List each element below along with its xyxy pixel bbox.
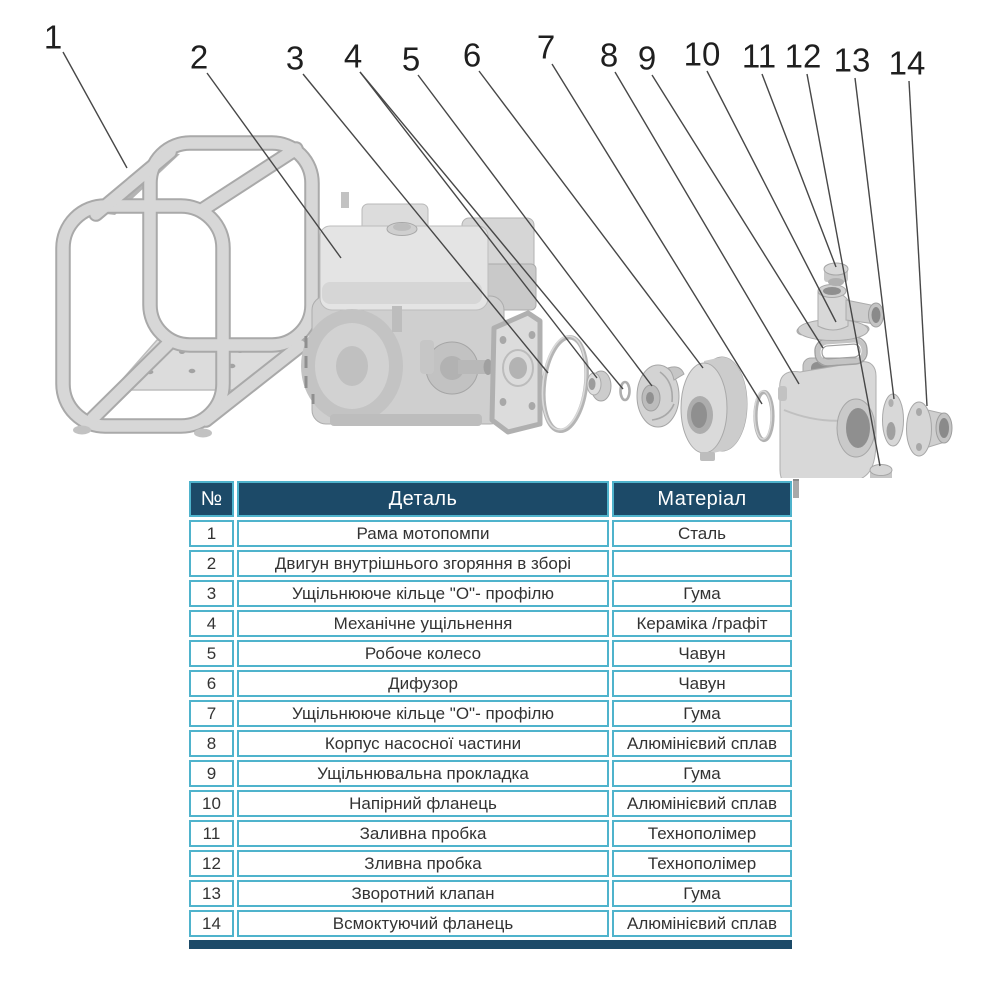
table-row <box>189 730 792 757</box>
part-label-7: 7 <box>536 28 556 66</box>
part-name-cell: Двигун внутрішнього згоряння в зборі <box>237 550 609 577</box>
part-label-4: 4 <box>343 37 363 75</box>
material-cell: Алюмінієвий сплав <box>612 790 792 817</box>
check-valve-part <box>883 394 904 446</box>
part-label-2: 2 <box>189 38 209 76</box>
material-cell: Технополімер <box>612 820 792 847</box>
table-row <box>189 640 792 667</box>
leader-line-1 <box>63 52 127 168</box>
row-number-cell: 14 <box>189 910 234 937</box>
part-label-13: 13 <box>833 41 871 79</box>
row-number-cell: 11 <box>189 820 234 847</box>
table-row <box>189 700 792 727</box>
leader-line-13 <box>855 78 894 399</box>
table-row <box>189 820 792 847</box>
part-name-cell: Механічне ущільнення <box>237 610 609 637</box>
table-footer-bar <box>189 940 792 949</box>
row-number-cell: 8 <box>189 730 234 757</box>
suction-flange-part <box>907 402 953 456</box>
leader-line-10 <box>707 71 836 322</box>
part-name-cell: Заливна пробка <box>237 820 609 847</box>
part-name-cell: Ущільнююче кільце "О"- профілю <box>237 580 609 607</box>
diffuser-part <box>681 357 747 461</box>
material-cell: Кераміка /графіт <box>612 610 792 637</box>
part-label-9: 9 <box>637 39 657 77</box>
drain-plug-part <box>870 465 892 479</box>
table-row <box>189 790 792 817</box>
leader-line-14 <box>909 81 927 406</box>
part-label-3: 3 <box>285 39 305 77</box>
part-name-cell: Робоче колесо <box>237 640 609 667</box>
table-row <box>189 910 792 937</box>
table-row <box>189 850 792 877</box>
pump-casing-part <box>778 358 876 478</box>
part-label-8: 8 <box>599 36 619 74</box>
part-label-10: 10 <box>683 35 721 73</box>
part-name-cell: Ущільнювальна прокладка <box>237 760 609 787</box>
part-name-cell: Рама мотопомпи <box>237 520 609 547</box>
frame-part <box>63 143 312 438</box>
part-name-cell: Корпус насосної частини <box>237 730 609 757</box>
row-number-cell: 1 <box>189 520 234 547</box>
table-row <box>189 610 792 637</box>
row-number-cell: 9 <box>189 760 234 787</box>
row-number-cell: 2 <box>189 550 234 577</box>
leader-line-9 <box>652 75 823 348</box>
exploded-diagram <box>0 0 1000 478</box>
col-part-header: Деталь <box>237 481 609 517</box>
row-number-cell: 4 <box>189 610 234 637</box>
material-cell: Гума <box>612 760 792 787</box>
o-ring-3-part <box>537 334 591 434</box>
col-material-header: Матеріал <box>612 481 792 517</box>
part-name-cell: Зливна пробка <box>237 850 609 877</box>
mechanical-seal-part <box>587 371 630 401</box>
material-cell: Чавун <box>612 670 792 697</box>
material-cell: Алюмінієвий сплав <box>612 910 792 937</box>
part-label-11: 11 <box>741 37 777 75</box>
part-label-6: 6 <box>462 36 482 74</box>
row-number-cell: 3 <box>189 580 234 607</box>
row-number-cell: 13 <box>189 880 234 907</box>
mount-plate-part <box>492 313 540 432</box>
part-name-cell: Ущільнююче кільце "О"- профілю <box>237 700 609 727</box>
material-cell <box>612 550 792 577</box>
row-number-cell: 10 <box>189 790 234 817</box>
part-label-5: 5 <box>401 40 421 78</box>
parts-table <box>186 478 795 949</box>
col-number-header: № <box>189 481 234 517</box>
part-name-cell: Всмоктуючий фланець <box>237 910 609 937</box>
table-row <box>189 880 792 907</box>
discharge-flange-part <box>797 285 884 341</box>
part-name-cell: Напірний фланець <box>237 790 609 817</box>
table-row <box>189 520 792 547</box>
part-label-12: 12 <box>784 37 822 75</box>
material-cell: Гума <box>612 700 792 727</box>
table-row <box>189 670 792 697</box>
material-cell: Алюмінієвий сплав <box>612 730 792 757</box>
table-row <box>189 760 792 787</box>
row-number-cell: 12 <box>189 850 234 877</box>
table-header-row <box>189 481 792 517</box>
material-cell: Гума <box>612 580 792 607</box>
material-cell: Гума <box>612 880 792 907</box>
table-row <box>189 550 792 577</box>
part-label-14: 14 <box>888 44 926 82</box>
material-cell: Чавун <box>612 640 792 667</box>
material-cell: Технополімер <box>612 850 792 877</box>
row-number-cell: 5 <box>189 640 234 667</box>
table-row <box>189 580 792 607</box>
row-number-cell: 6 <box>189 670 234 697</box>
leader-line-8 <box>615 72 799 384</box>
gasket-part <box>814 336 868 367</box>
part-name-cell: Зворотний клапан <box>237 880 609 907</box>
part-name-cell: Дифузор <box>237 670 609 697</box>
o-ring-7-part <box>755 391 773 440</box>
material-cell: Сталь <box>612 520 792 547</box>
row-number-cell: 7 <box>189 700 234 727</box>
part-label-1: 1 <box>43 18 63 56</box>
